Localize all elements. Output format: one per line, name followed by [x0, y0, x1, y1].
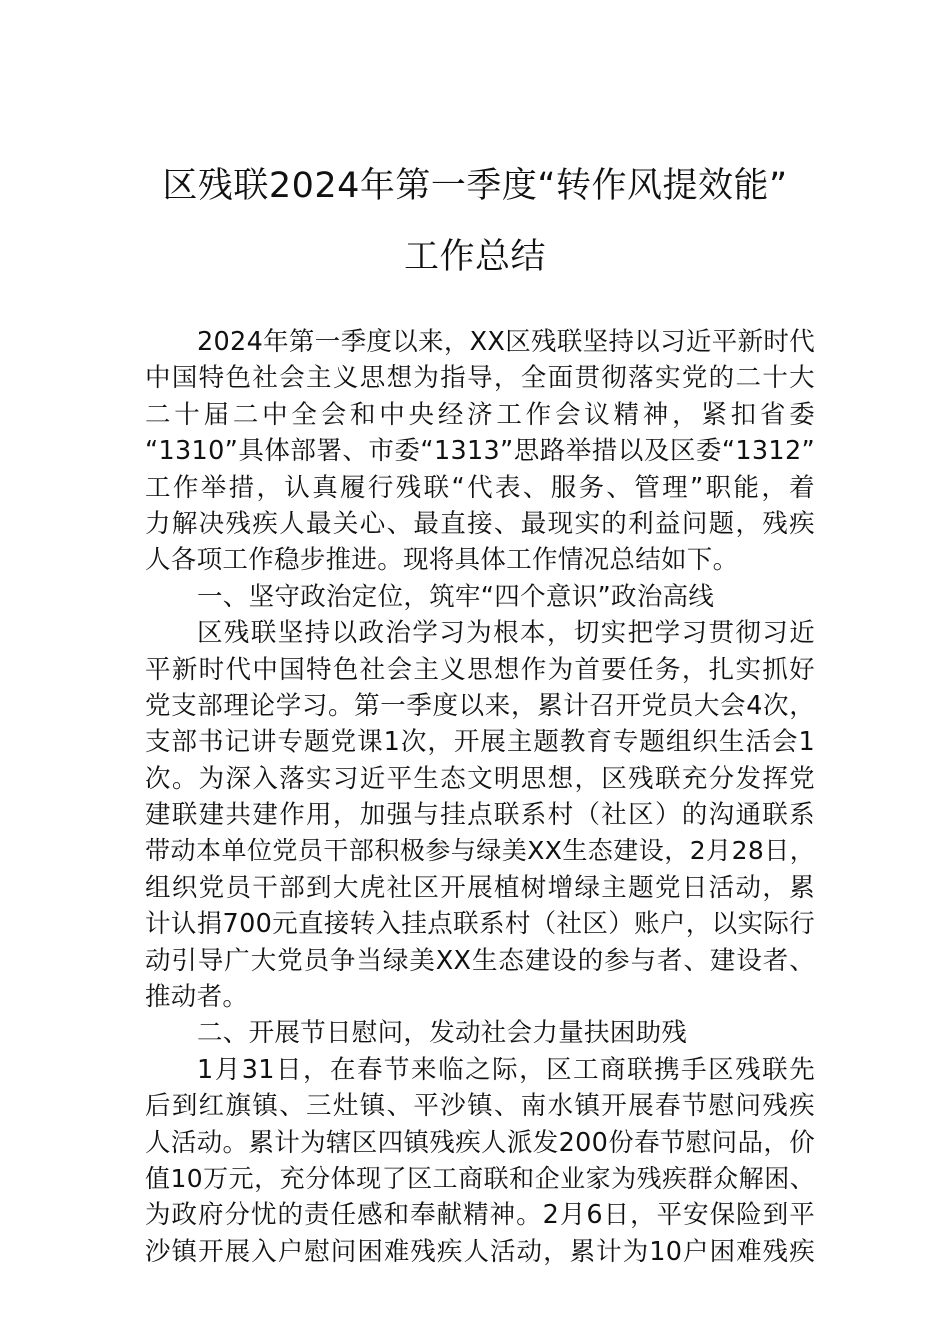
body-text-line: 次。为深入落实习近平生态文明思想，区残联充分发挥党 — [145, 763, 815, 794]
body-text-line: 动引导广大党员争当绿美XX生态建设的参与者、建设者、 — [145, 945, 815, 976]
body-text-line: 力解决残疾人最关心、最直接、最现实的利益问题，残疾 — [145, 508, 815, 539]
body-text-line: 支部书记讲专题党课1次，开展主题教育专题组织生活会1 — [145, 727, 815, 758]
body-text-line: 计认捐700元直接转入挂点联系村（社区）账户，以实际行 — [145, 909, 815, 940]
body-text-line: 人各项工作稳步推进。现将具体工作情况总结如下。 — [145, 545, 739, 576]
document-title-line-1: 区残联2024年第一季度“转作风提效能” — [162, 166, 788, 206]
body-text-line: 一、坚守政治定位，筑牢“四个意识”政治高线 — [197, 581, 715, 612]
body-text-line: 二十届二中全会和中央经济工作会议精神，紧扣省委 — [145, 399, 815, 430]
body-text-line: 人活动。累计为辖区四镇残疾人派发200份春节慰问品，价 — [145, 1127, 815, 1158]
body-text-line: “1310”具体部署、市委“1313”思路举措以及区委“1312” — [145, 436, 815, 467]
body-text-line: 党支部理论学习。第一季度以来，累计召开党员大会4次， — [145, 690, 815, 721]
body-text-line: 推动者。 — [145, 982, 249, 1013]
body-text-line: 二、开展节日慰问，发动社会力量扶困助残 — [197, 1018, 688, 1049]
body-text-line: 带动本单位党员干部积极参与绿美XX生态建设，2月28日， — [145, 836, 815, 866]
body-text-line: 2024年第一季度以来，XX区残联坚持以习近平新时代 — [197, 327, 815, 357]
body-text-line: 沙镇开展入户慰问困难残疾人活动，累计为10户困难残疾 — [145, 1236, 815, 1267]
body-text-line: 值10万元，充分体现了区工商联和企业家为残疾群众解困、 — [145, 1163, 815, 1193]
body-text-line: 区残联坚持以政治学习为根本，切实把学习贯彻习近 — [197, 618, 815, 649]
body-text-line: 建联建共建作用，加强与挂点联系村（社区）的沟通联系 — [145, 800, 815, 831]
body-text-line: 1月31日，在春节来临之际，区工商联携手区残联先 — [197, 1054, 815, 1085]
body-text-line: 中国特色社会主义思想为指导，全面贯彻落实党的二十大 — [145, 363, 815, 394]
document-title-line-2: 工作总结 — [403, 237, 546, 277]
body-text-line: 平新时代中国特色社会主义思想作为首要任务，扎实抓好 — [145, 654, 815, 685]
body-text-line: 为政府分忧的责任感和奉献精神。2月6日，平安保险到平 — [145, 1200, 815, 1231]
body-text-line: 组织党员干部到大虎社区开展植树增绿主题党日活动，累 — [145, 872, 815, 903]
body-text-line: 工作举措，认真履行残联“代表、服务、管理”职能，着 — [145, 472, 815, 503]
document-body — [145, 324, 815, 1270]
body-text-line: 后到红旗镇、三灶镇、平沙镇、南水镇开展春节慰问残疾 — [145, 1091, 815, 1122]
